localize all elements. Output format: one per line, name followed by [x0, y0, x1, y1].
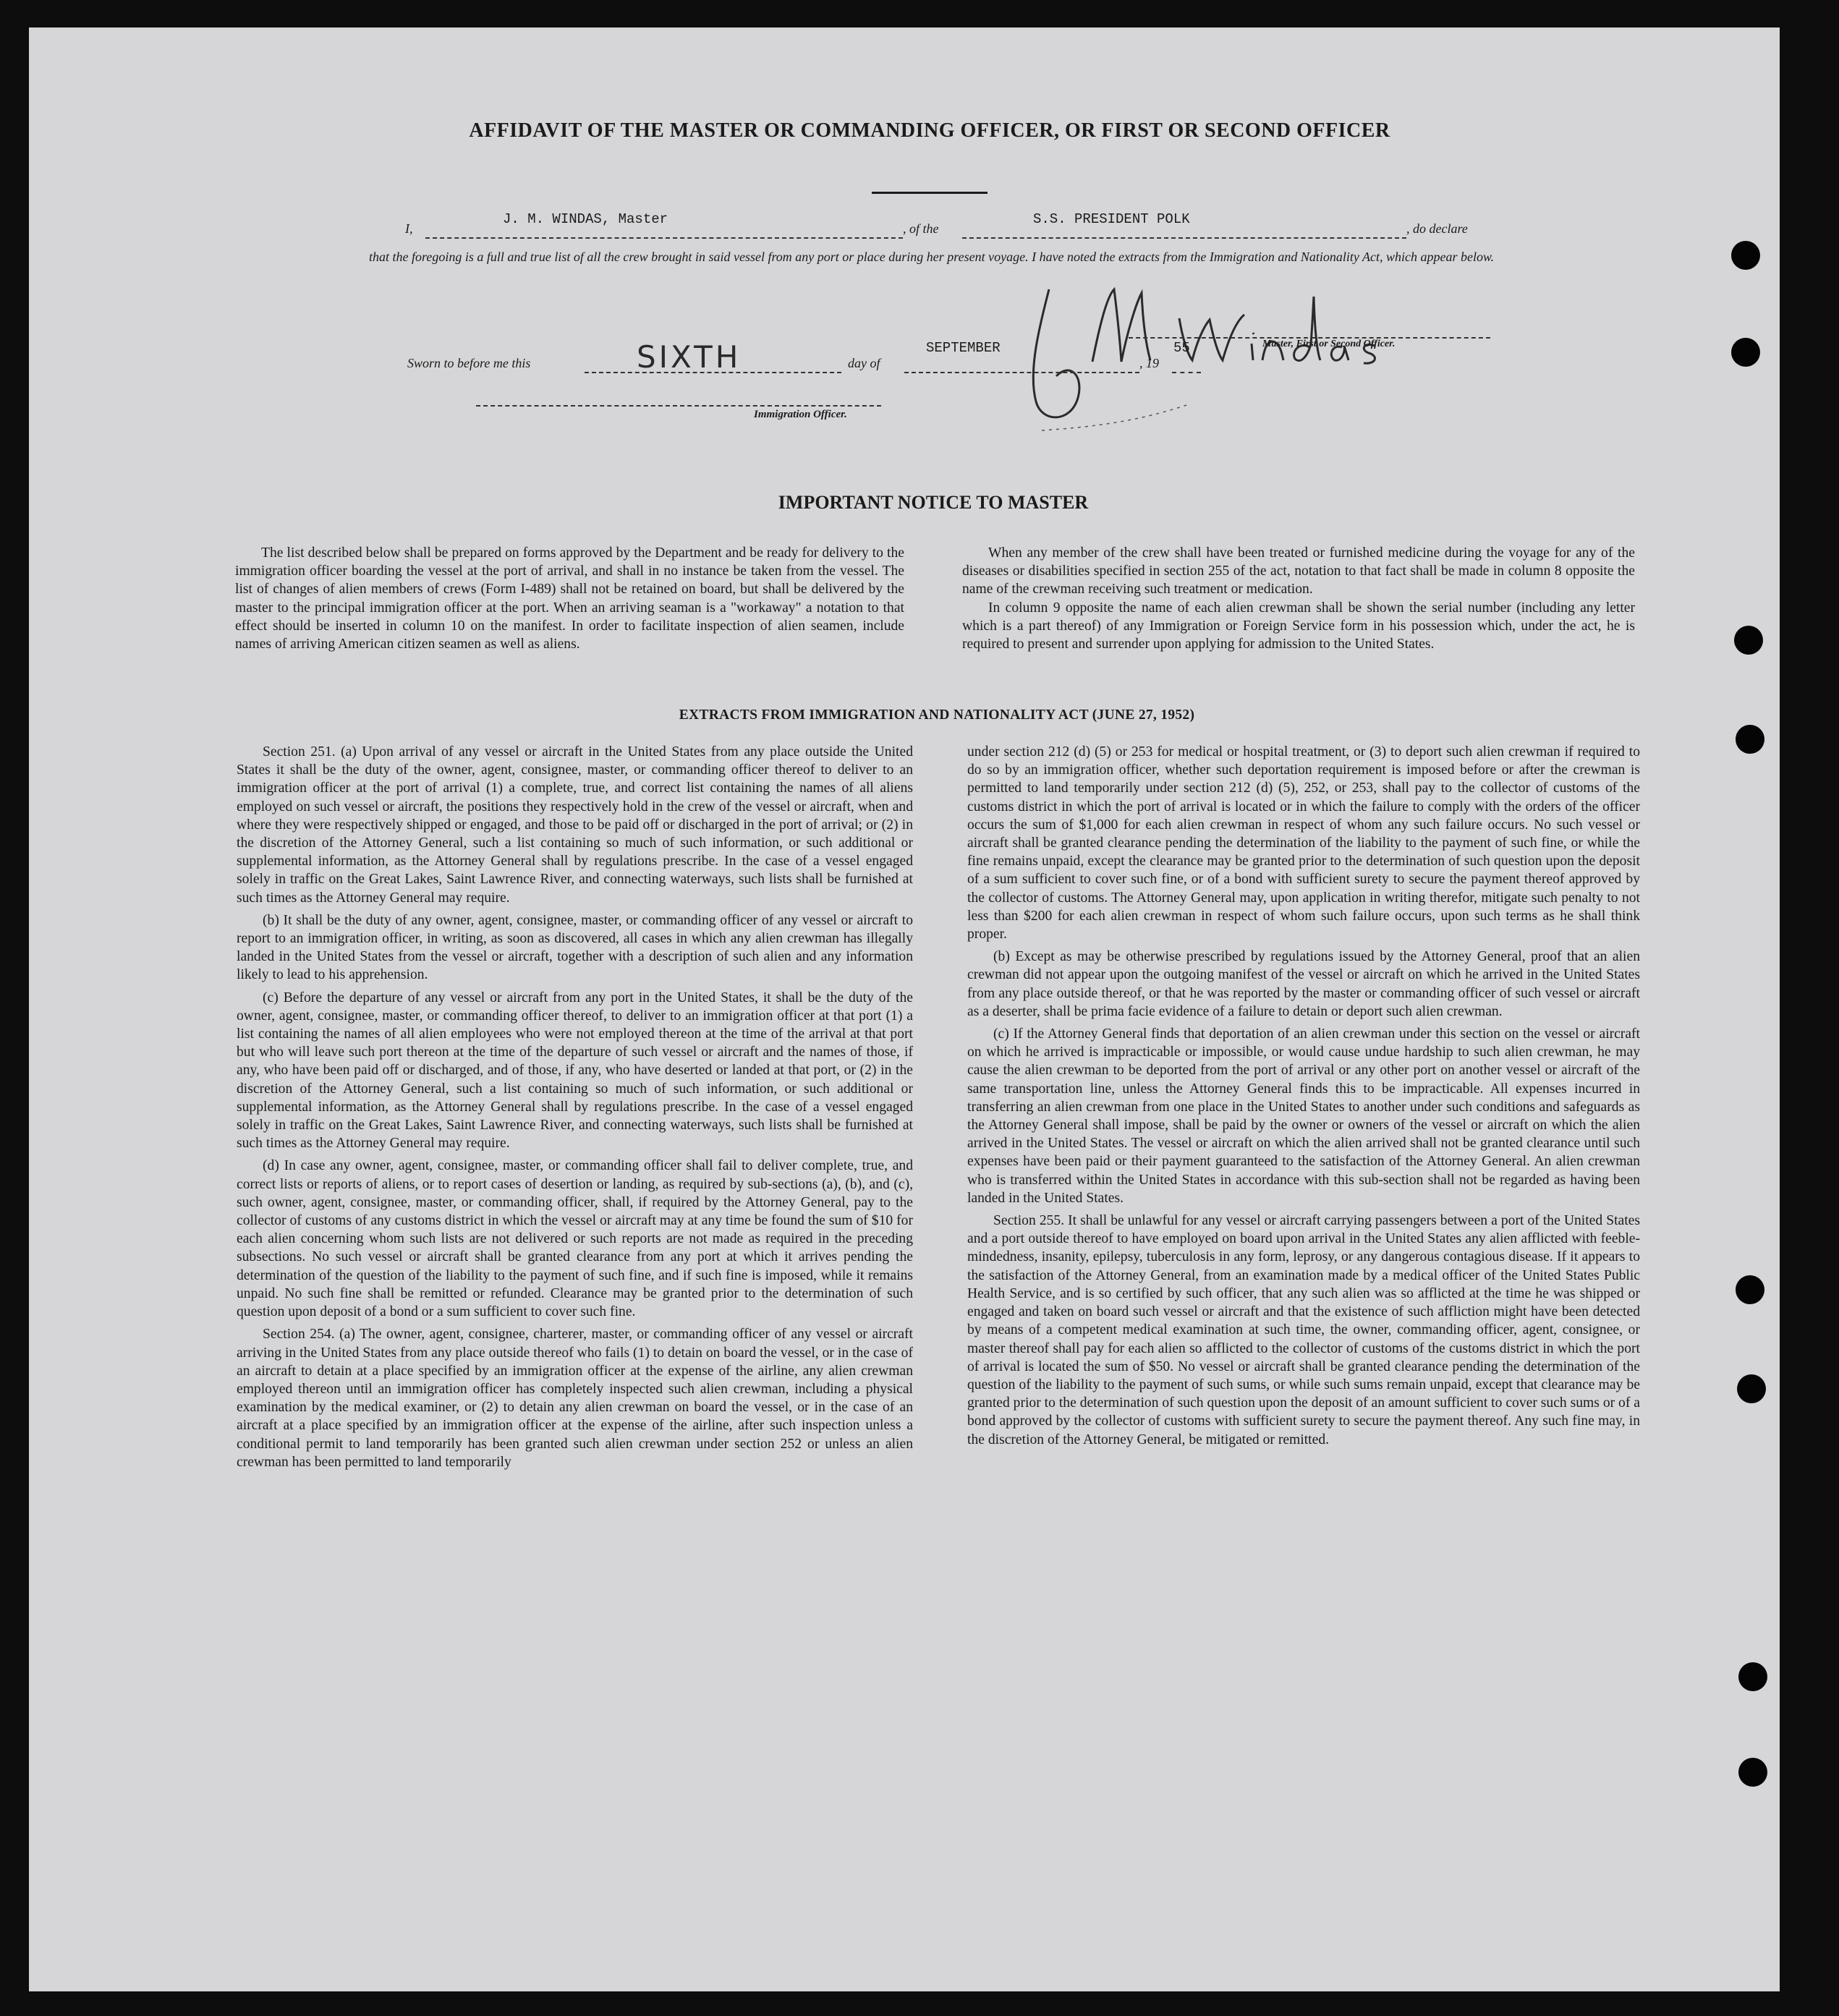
section-251c: (c) Before the departure of any vessel or aircraft from any port in the United States, it shall be the duty of the owner, agent, consignee, master, or commanding officer thereof, to deliver to an immigration officer at that port (1) a list containing the names of all alien employees who were not employed thereon at the time of the arrival at that port but who will leave such port thereon at the time of the departure of such vessel or aircraft and the names of those, if any, who have been paid off or discharged, and of those, if any, who have deserted or landed at that port, or (2) in the discretion of the Attorney General, such a list containing so much of such information, or such additional or supplemental information, as the Attorney General shall by regulations prescribe. In the case of a vessel engaged solely in traffic on the Great Lakes, Saint Lawrence River, and connecting waterways, such lists shall be furnished at such times as the Attorney General may require.: [237, 990, 913, 1152]
vessel-name: S.S. PRESIDENT POLK: [1033, 211, 1190, 227]
vessel-line: [962, 237, 1406, 239]
signature-role-label: Master, First or Second Officer.: [1262, 339, 1396, 349]
section-254b: (b) Except as may be otherwise prescribed by regulations issued by the Attorney General, proof that an alien crewman did not appear upon the outgoing manifest of the vessel or aircraft on which he arrived in the United States from any place outside thereof, or that he was reported by the master or commanding officer of such vessel or aircraft as a deserter, shall be prima facie evidence of a failure to detain or deport such alien crewman.: [967, 949, 1640, 1019]
i-label: I,: [405, 221, 413, 236]
do-declare-label: , do declare: [1406, 221, 1468, 236]
extracts-left-column: [237, 743, 913, 1471]
year-prefix: , 19: [1139, 356, 1159, 370]
notice-right-column: [962, 544, 1635, 653]
section-254a: Section 254. (a) The owner, agent, consignee, charterer, master, or commanding officer of any vessel or aircraft arriving in the United States from any place outside thereof who fails (1) to detain on board the vessel, or in the case of an aircraft to detain at a place specified by an immigration officer at the expense of the airline, any alien crewman employed thereon until an immigration officer has completely inspected such alien crewman, including a physical examination by the medical examiner, or (2) to detain any alien crewman on board the vessel, or in the case of an aircraft at a place specified by an immigration officer at the expense of the airline, after such inspection unless a conditional permit to land temporarily has been granted such alien crewman under section 252 or unless an alien crewman has been permitted to land temporarily: [237, 1327, 913, 1470]
notice-title: IMPORTANT NOTICE TO MASTER: [778, 492, 1089, 513]
of-the-label: , of the: [903, 221, 939, 236]
sworn-day-handwritten: [637, 333, 774, 376]
year-suffix: 55: [1173, 340, 1190, 356]
punch-hole: [1738, 1758, 1767, 1787]
notice-left-column: [235, 544, 904, 653]
punch-hole: [1736, 1275, 1764, 1304]
affidavit-title: AFFIDAVIT OF THE MASTER OR COMMANDING OFFICER, OR FIRST OR SECOND OFFICER: [469, 119, 1390, 142]
declaration-text: that the foregoing is a full and true list of all the crew brought in said vessel from any port or place during her present voyage. I have noted the extracts from the Immigration and Nationality Act, which appear below.: [369, 250, 1495, 264]
declarant-line: [425, 237, 903, 239]
punch-hole: [1737, 1374, 1766, 1403]
section-254c: (c) If the Attorney General finds that deportation of an alien crewman under this section on the vessel or aircraft on which he arrived is impracticable or impossible, or would cause undue hardship to such alien crewman, he may cause the alien crewman to be deported from the port of arrival or any other port on another vessel or aircraft of the same transportation line, unless the Attorney General finds this to be impracticable. All expenses incurred in transferring an alien crewman from one place in the United States to another under such conditions and safeguards as the Attorney General shall impose, shall be paid by the owner or owners of the vessel or aircraft on which the alien arrived in the United States. The vessel or aircraft on which the alien arrived shall not be granted clearance until such expenses have been paid or their payment guaranteed to the satisfaction of the Attorney General. An alien crewman who is transferred within the United States in accordance with this sub-section shall not be regarded as having been landed in the United States.: [967, 1026, 1640, 1206]
immigration-officer-label: Immigration Officer.: [754, 409, 847, 420]
year-line: [1172, 372, 1201, 373]
section-251d: (d) In case any owner, agent, consignee, master, or commanding officer shall fail to deliver complete, true, and correct lists or reports of aliens, or to report cases of desertion or landing, as required by sub-sections (a), (b), and (c), such owner, agent, consignee, master, or commanding officer, shall, if required by the Attorney General, pay to the collector of customs of any customs district in which the vessel or aircraft may at any time be found the sum of $10 for each alien concerning whom such lists are not delivered or such reports are not made as required in the preceding subsections. No such vessel or aircraft shall be granted clearance from any port at which it arrives pending the determination of the question of the liability to the payment of such fine, and if such fine is imposed, while it remains unpaid. No such fine shall be remitted or refunded. Clearance may be granted prior to the determination of such question upon deposit of a bond or a sum sufficient to cover such fine.: [237, 1158, 913, 1320]
punch-hole: [1738, 1662, 1767, 1691]
section-251a: Section 251. (a) Upon arrival of any vessel or aircraft in the United States from any place outside the United States it shall be the duty of the owner, agent, consignee, master, or commanding officer thereof to deliver to an immigration officer at the port of arrival (1) a complete, true, and correct list containing the names of all aliens employed on such vessel or aircraft, the positions they respectively hold in the crew of the vessel or aircraft, when and where they were respectively shipped or engaged, and those to be paid off or discharged in the port of arrival; or (2) in the discretion of the Attorney General, such a list containing so much of such information, or such additional or supplemental information, as the Attorney General shall by regulations prescribe. In the case of a vessel engaged solely in traffic on the Great Lakes, Saint Lawrence River, and connecting waterways, such lists shall be furnished at such times as the Attorney General may require.: [237, 744, 913, 906]
section-254a-continued: under section 212 (d) (5) or 253 for medical or hospital treatment, or (3) to deport such alien crewman if required to do so by an immigration officer, whether such deportation requirement is imposed before or after the crewman is permitted to land temporarily under section 212 (d) (5), 252, or 253, shall pay to the collector of customs of the customs district in which the port of arrival is located or in which the failure to comply with the orders of the officer occurs the sum of $1,000 for each alien crewman in respect of whom any such failure occurs. No such vessel or aircraft shall be granted clearance pending the determination of the liability to the payment of such fine, or while the fine remains unpaid, except the clearance may be granted prior to the determination of such question upon the deposit of a sum sufficient to cover such fine, or of a bond with sufficient surety to secure the payment thereof approved by the collector of customs. The Attorney General may, upon application in writing therefor, mitigate such penalty to not less than $200 for each alien crewman in respect of whom such failure occurs, upon such terms as he shall think proper.: [967, 744, 1640, 943]
section-251b: (b) It shall be the duty of any owner, agent, consignee, master, or commanding officer of any vessel or aircraft to report to an immigration officer, in writing, as soon as discovered, all cases in which any alien crewman has illegally landed in the United States from the vessel or aircraft, together with a description of such alien and any information likely to lead to his apprehension.: [237, 912, 913, 983]
punch-hole: [1736, 725, 1764, 754]
extracts-title: EXTRACTS FROM IMMIGRATION AND NATIONALITY ACT (JUNE 27, 1952): [679, 707, 1195, 723]
title-rule: [872, 192, 988, 194]
sworn-label: Sworn to before me this: [407, 356, 531, 370]
declarant-name: J. M. WINDAS, Master: [503, 211, 668, 227]
notice-right-paragraph-2: In column 9 opposite the name of each alien crewman shall be shown the serial number (including any letter which is a part thereof) of any Immigration or Foreign Service form in his possession which, under the act, he is required to present and surrender upon applying for admission to the United States.: [962, 600, 1635, 652]
notice-right-paragraph-1: When any member of the crew shall have been treated or furnished medicine during the voyage for any of the diseases or disabilities specified in section 255 of the act, notation to that fact shall be made in column 8 opposite the name of the crewman receiving such treatment or medication.: [962, 545, 1635, 597]
master-signature: [998, 275, 1403, 434]
extracts-right-column: [967, 743, 1640, 1449]
day-of-label: day of: [848, 356, 880, 370]
svg-text:SIXTH: SIXTH: [637, 339, 742, 375]
section-255: Section 255. It shall be unlawful for any vessel or aircraft carrying passengers between a port of the United States and a port outside thereof to have employed on board upon arrival in the United States any alien afflicted with feeble-mindedness, insanity, epilepsy, tuberculosis in any form, leprosy, or any dangerous contagious disease. If it appears to the satisfaction of the Attorney General, from an examination made by a medical officer of the United States Public Health Service, and is so certified by such officer, that any such alien was so afflicted at the time he was shipped or engaged and taken on board such vessel or aircraft and that the existence of such affliction might have been detected by means of a competent medical examination at such time, the owner, commanding officer, agent, consignee, or master thereof shall pay for each alien so afflicted to the collector of customs of the customs district in which the port of arrival is located the sum of $50. No vessel or aircraft shall be granted clearance pending the determination of the question of the liability to the payment of such sums, or while such sums remain unpaid, except that clearance may be granted prior to the determination of such question upon the deposit of an amount sufficient to cover such sums or of a bond approved by the collector of customs with sufficient surety to secure the payment thereof. Any such fine may, in the discretion of the Attorney General, be mitigated or remitted.: [967, 1213, 1640, 1447]
notice-left-paragraph: The list described below shall be prepared on forms approved by the Department and be ready for delivery to the immigration officer boarding the vessel at the port of arrival, and shall in no instance be taken from the vessel. The list of changes of alien members of crews (Form I-489) shall not be retained on board, but shall be delivered by the master to the principal immigration officer at the port. When an arriving seaman is a "workaway" a notation to that effect should be inserted in column 10 on the manifest. In order to facilitate inspection of alien seamen, include names of arriving American citizen seamen as well as aliens.: [235, 545, 904, 652]
sworn-month: SEPTEMBER: [926, 340, 1001, 356]
punch-hole: [1731, 338, 1760, 367]
month-line: [904, 372, 1139, 373]
immigration-officer-line: [476, 405, 881, 407]
punch-hole: [1734, 626, 1763, 655]
punch-hole: [1731, 241, 1760, 270]
